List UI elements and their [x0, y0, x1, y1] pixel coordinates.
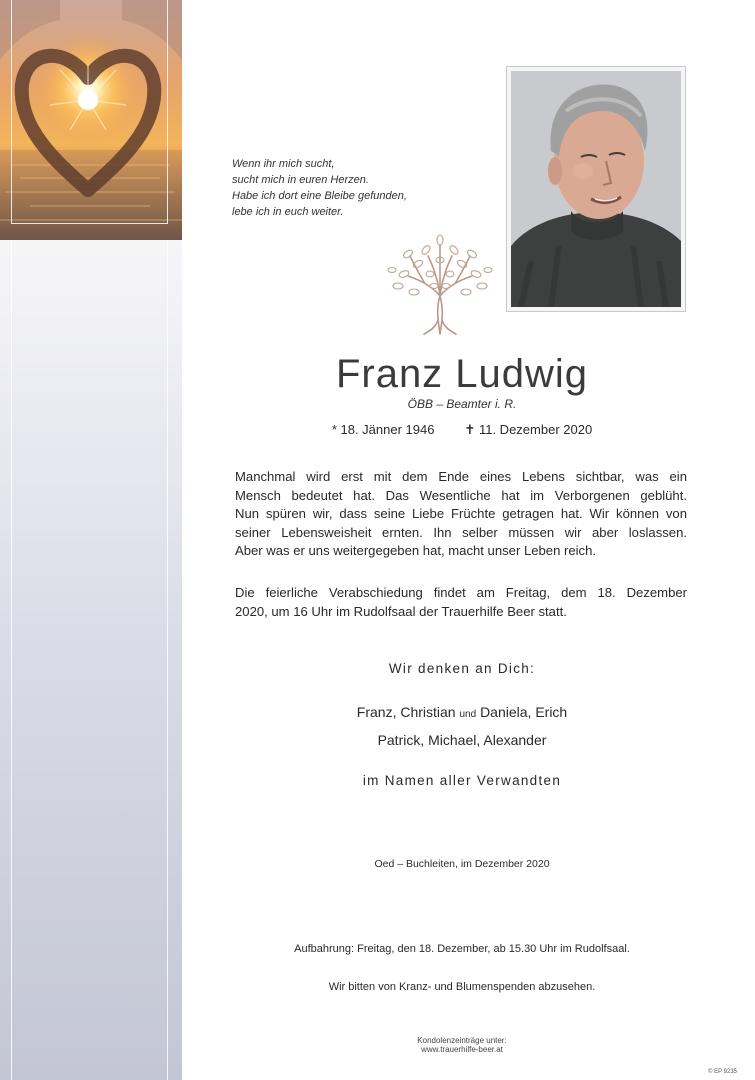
deceased-name: Franz Ludwig [335, 352, 589, 396]
memorial-message [235, 468, 687, 561]
quote-line: sucht mich in euren Herzen. [232, 174, 369, 186]
relatives-line: im Namen aller Verwandten [362, 773, 562, 788]
message-line: Aber was er uns weitergegeben hat, macht unser Leben reich. [235, 543, 597, 559]
ceremony-line: Die feierliche Verabschiedung findet am Freitag, dem 18. Dezember [235, 585, 687, 600]
life-dates [232, 422, 692, 438]
message-line: Mensch bedeutet hat. Das Wesentliche hat im Verborgenen geblüht. [235, 487, 687, 503]
flowers-note: Wir bitten von Kranz- und Blumenspenden abzusehen. [328, 981, 596, 993]
tree-of-life-icon [384, 230, 496, 343]
viewing-info: Aufbahrung: Freitag, den 18. Dezember, ab 15.30 Uhr im Rudolfsaal. [294, 943, 630, 955]
message-line: Manchmal wird erst mit dem Ende eines Lebens sichtbar, was ein [235, 469, 687, 484]
ceremony-info [235, 584, 687, 621]
remembrance-heading: Wir denken an Dich: [388, 661, 536, 676]
death-date: ✝ 11. Dezember 2020 [464, 422, 593, 437]
footer-code: © EP 9235 [708, 1069, 737, 1075]
condolence-label: Kondolenzeinträge unter: [417, 1036, 507, 1045]
message-line: seiner Lebensweisheit ernten. Ihn selber müssen wir aber loslassen. [235, 524, 687, 540]
portrait-photo [506, 66, 686, 312]
image-frame [11, 0, 168, 224]
family-line-2: Patrick, Michael, Alexander [377, 732, 547, 748]
family-names: Daniela, Erich [480, 704, 568, 720]
birth-date: * 18. Jänner 1946 [331, 422, 435, 437]
quote-line: Habe ich dort eine Bleibe gefunden, [232, 190, 407, 202]
quote-line: Wenn ihr mich sucht, [232, 158, 335, 170]
occupation: ÖBB – Beamter i. R. [407, 397, 517, 411]
message-line: Nun spüren wir, dass seine Liebe Früchte getragen hat. Wir können von [235, 506, 687, 522]
condolence-link[interactable]: www.trauerhilfe-beer.at [421, 1045, 503, 1054]
family-line-1 [232, 704, 692, 720]
place-date: Oed – Buchleiten, im Dezember 2020 [374, 858, 550, 870]
family-names: Franz, Christian [356, 704, 456, 720]
heart-hands-sunset-image [0, 0, 182, 240]
family-und: und [459, 709, 477, 720]
quote-line: lebe ich in euch weiter. [232, 206, 344, 218]
memorial-quote [232, 156, 452, 220]
ceremony-line: 2020, um 16 Uhr im Rudolfsaal der Trauerhilfe Beer statt. [235, 603, 567, 619]
